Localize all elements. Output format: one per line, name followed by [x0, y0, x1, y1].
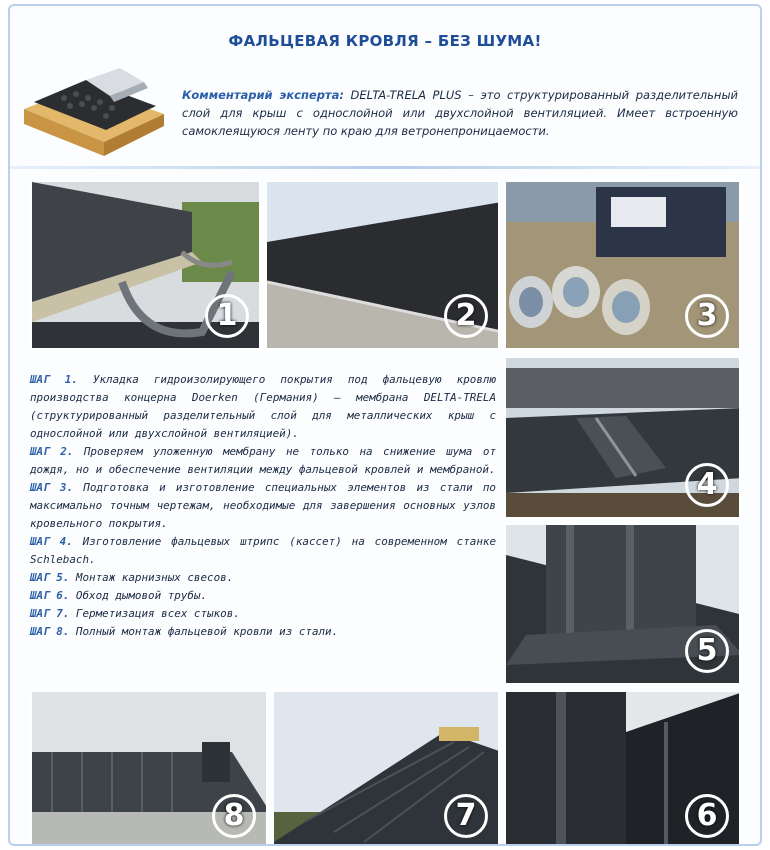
infographic-card: [8, 4, 762, 846]
step-3: ШАГ 3. Подготовка и изготовление специальных элементов из стали по максимально точным чертежам, необходимые для завершения основных узлов кровельного покрытия.: [30, 481, 496, 530]
step-6: ШАГ 6. Обход дымовой трубы.: [30, 589, 208, 602]
expert-comment: [182, 86, 738, 140]
photo-step-6: [504, 690, 741, 846]
photo-number: 5: [685, 629, 729, 673]
photo-step-2: [265, 180, 500, 350]
steps-list: [30, 371, 496, 641]
step-1: ШАГ 1. Укладка гидроизолирующего покрытия под фальцевую кровлю производства концерна Doerken (Германия) – мембрана DELTA-TRELA (структурированный разделительный слой для металлических крыш с однослойной или двухслойной вентиляцией).: [30, 373, 497, 440]
photo-number: 1: [205, 294, 249, 338]
membrane-illustration-icon: [24, 64, 164, 156]
divider: [10, 166, 760, 169]
comment-label: Комментарий эксперта:: [182, 88, 344, 102]
photo-step-4: [504, 356, 741, 519]
page-title: ФАЛЬЦЕВАЯ КРОВЛЯ – БЕЗ ШУМА!: [228, 32, 542, 50]
photo-step-8: [30, 690, 268, 846]
photo-number: 8: [212, 794, 256, 838]
step-5: ШАГ 5. Монтаж карнизных свесов.: [30, 571, 234, 584]
photo-step-3: [504, 180, 741, 350]
photo-number: 2: [444, 294, 488, 338]
photo-step-7: [272, 690, 500, 846]
comment-text: DELTA-TRELA PLUS – это структурированный разделительный слой для крыш с однослойной или двухслойной вентиляцией. Имеет встроенную самоклеящуюся ленту по краю для ветронепроницаемости.: [182, 88, 738, 138]
photo-number: 6: [685, 794, 729, 838]
step-7: ШАГ 7. Герметизация всех стыков.: [30, 607, 240, 620]
photo-number: 4: [685, 463, 729, 507]
step-8: ШАГ 8. Полный монтаж фальцевой кровли из стали.: [30, 625, 339, 638]
step-4: ШАГ 4. Изготовление фальцевых штрипс (кассет) на современном станке Schlebach.: [30, 535, 497, 566]
photo-number: 3: [685, 294, 729, 338]
photo-step-1: [30, 180, 261, 350]
step-2: ШАГ 2. Проверяем уложенную мембрану не только на снижение шума от дождя, но и обеспечение вентиляции между фальцевой кровлей и мембраной.: [30, 445, 497, 476]
photo-number: 7: [444, 794, 488, 838]
photo-step-5: [504, 523, 741, 685]
